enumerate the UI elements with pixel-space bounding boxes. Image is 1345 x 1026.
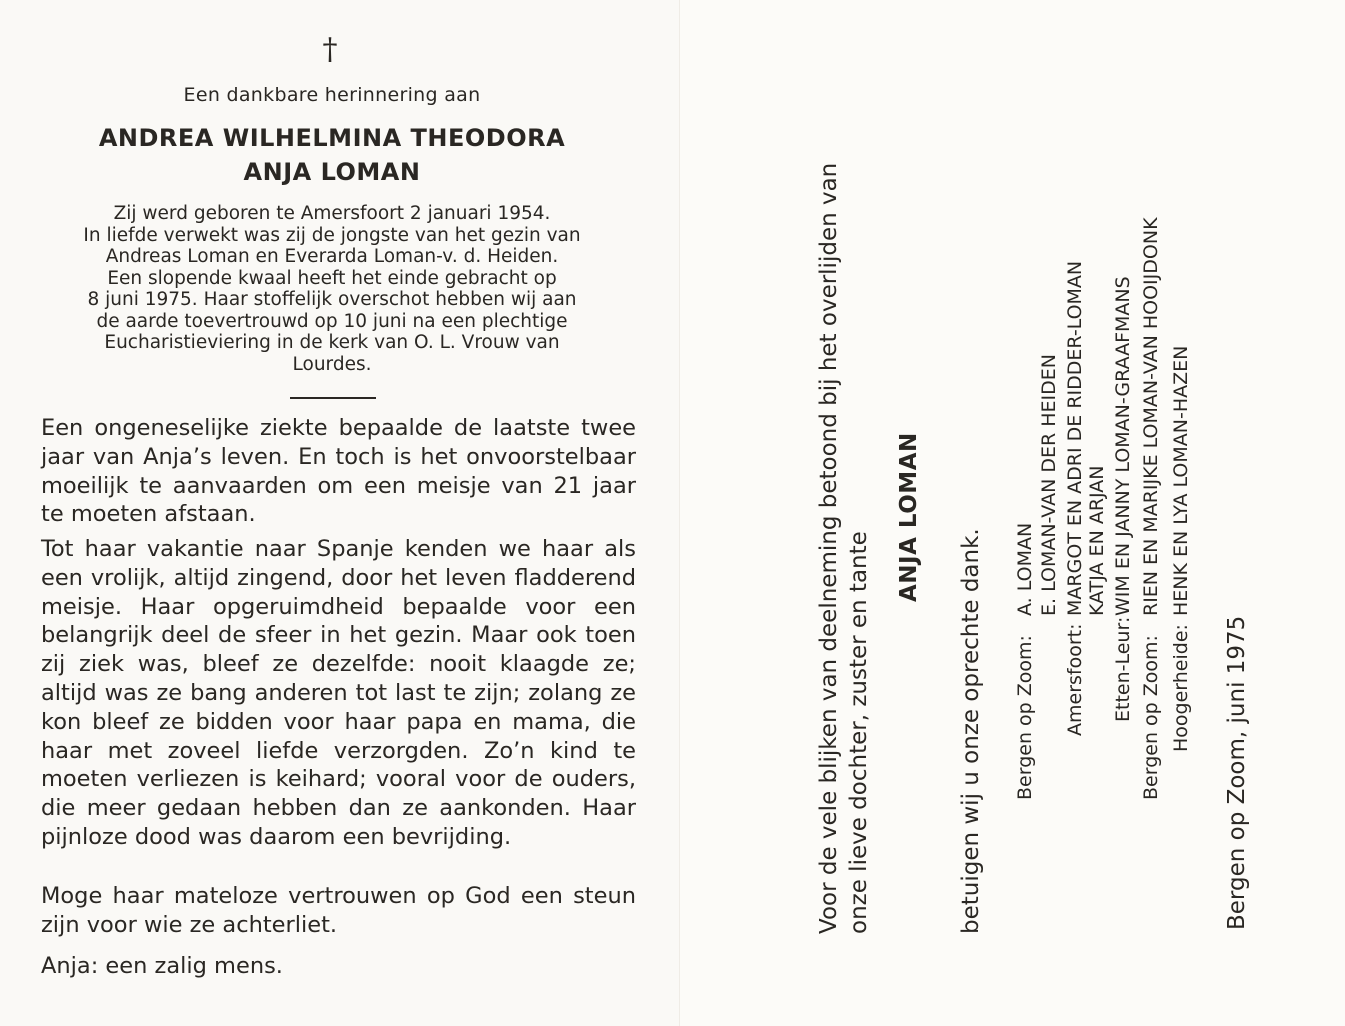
thanks-line1: Voor de vele blijken van deelneming betoond bij het overlijden van bbox=[816, 162, 842, 934]
family-names: KATJA EN ARJAN bbox=[1086, 465, 1108, 616]
family-names: WIM EN JANNY LOMAN-GRAAFMANS bbox=[1112, 276, 1134, 616]
family-place: Bergen op Zoom: bbox=[1140, 635, 1162, 800]
full-name-line2: ANJA LOMAN bbox=[243, 158, 421, 186]
paragraph-trust: Moge haar mateloze vertrouwen op God een steun zijn voor wie ze achterliet. bbox=[41, 883, 636, 938]
full-name-line1: ANDREA WILHELMINA THEODORA bbox=[98, 124, 566, 152]
family-place: Hoogerheide: bbox=[1170, 624, 1192, 752]
biography bbox=[40, 203, 624, 375]
paragraph-closing: Anja: een zalig mens. bbox=[41, 953, 283, 979]
bio-line: In liefde verwekt was zij de jongste van het gezin van bbox=[83, 224, 581, 246]
family-names: E. LOMAN-VAN DER HEIDEN bbox=[1038, 354, 1060, 616]
divider bbox=[290, 397, 376, 399]
bio-line: de aarde toevertrouwd op 10 juni na een plechtige bbox=[96, 310, 568, 332]
family-place: Etten-Leur: bbox=[1112, 616, 1134, 722]
intro-line: Een dankbare herinnering aan bbox=[183, 84, 481, 106]
thanks-line2: onze lieve dochter, zuster en tante bbox=[846, 531, 872, 934]
bio-line: Zij werd geboren te Amersfoort 2 januari 1954. bbox=[113, 203, 551, 224]
deceased-name: ANJA LOMAN bbox=[896, 432, 922, 602]
bio-line: Lourdes. bbox=[292, 353, 372, 375]
closing-place-date: Bergen op Zoom, juni 1975 bbox=[1224, 615, 1250, 930]
family-place: Bergen op Zoom: bbox=[1014, 635, 1036, 800]
family-names: MARGOT EN ADRI DE RIDDER-LOMAN bbox=[1064, 260, 1086, 616]
family-names: RIEN EN MARIJKE LOMAN-VAN HOOIJDONK bbox=[1140, 217, 1162, 616]
paragraph-memories: Tot haar vakantie naar Spanje kenden we haar als een vrolijk, altijd zingend, door het leven fladderend meisje. Haar opgeruimdheid bepaalde voor een belangrijk deel de sfeer in het gezin. Maar ook toen zij ziek was, bleef ze dezelfde: nooit klaagde ze; altijd was ze bang anderen tot last te zijn; zolang ze kon bleef ze bidden voor haar papa en mama, die haar met zoveel liefde verzorgden. Zo’n kind te moeten verliezen is keihard; vooral voor de ouders, die meer gedaan hebben dan ze aankonden. Haar pijnloze dood was daarom een bevrijding. bbox=[41, 536, 636, 850]
bio-line: Eucharistieviering in de kerk van O. L. Vrouw van bbox=[104, 332, 560, 353]
family-names: HENK EN LYA LOMAN-HAZEN bbox=[1170, 345, 1192, 616]
bio-line: Een slopende kwaal heeft het einde gebracht op bbox=[107, 267, 557, 289]
bio-line: 8 juni 1975. Haar stoffelijk overschot hebben wij aan bbox=[87, 289, 577, 310]
bio-line: Andreas Loman en Everarda Loman-v. d. Heiden. bbox=[105, 246, 559, 267]
cross-icon: † bbox=[322, 32, 338, 67]
family-place: Amersfoort: bbox=[1064, 623, 1086, 736]
paragraph-illness: Een ongeneselijke ziekte bepaalde de laatste twee jaar van Anja’s leven. En toch is het onvoorstelbaar moeilijk te aanvaarden om een meisje van 21 jaar te moeten afstaan. bbox=[41, 415, 636, 528]
family-names: A. LOMAN bbox=[1014, 522, 1036, 616]
thanks-line3: betuigen wij u onze oprechte dank. bbox=[958, 528, 984, 934]
